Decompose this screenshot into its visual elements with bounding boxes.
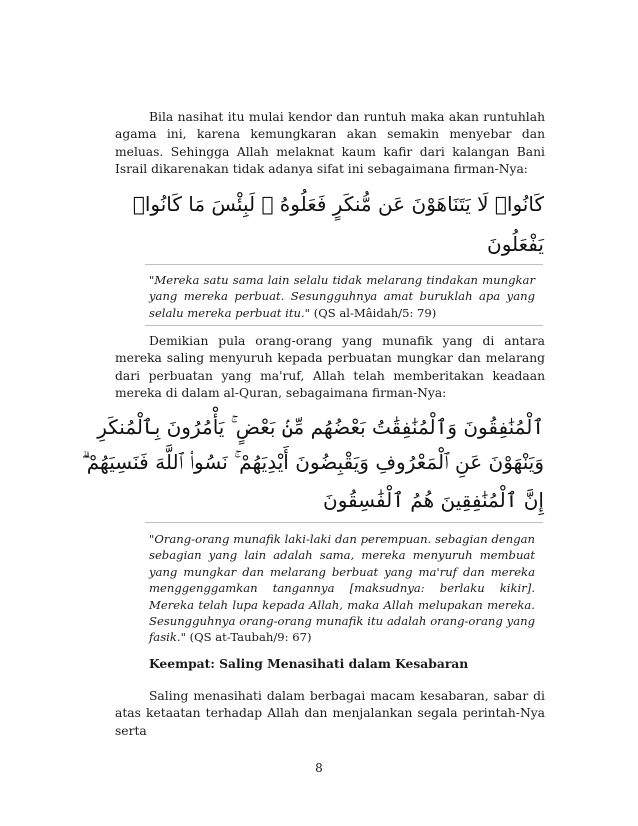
arabic-verse-taubah-line3: إِنَّ ٱلْمُنَٰفِقِينَ هُمُ ٱلْفَٰسِقُونَ bbox=[323, 488, 544, 512]
paragraph-munafik: Demikian pula orang-orang yang munafik yang di antara mereka saling menyuruh kepada perbuatan mungkar dan melarang dari perbuatan yang ma'ruf, Allah telah memberitakan keadaan mereka di dalam al-Quran, sebagaimana firman-Nya: bbox=[115, 334, 545, 400]
quote-maidah-translation: "Mereka satu sama lain selalu tidak melarang tindakan mungkar yang mereka perbuat. Sesungguhnya amat buruklah apa yang selalu mereka perbuat itu." (QS al-Mâidah/5: 79) bbox=[149, 273, 535, 320]
arabic-verse-taubah-line2: وَيَنْهَوْنَ عَنِ ٱلْمَعْرُوفِ وَيَقْبِضُونَ أَيْدِيَهُمْ ۚ نَسُوا۟ ٱللَّهَ فَنَسِيَهُمْ ۗ bbox=[81, 450, 544, 474]
divider-line bbox=[145, 325, 543, 326]
quote-reference: (QS al-Mâidah/5: 79) bbox=[313, 305, 437, 320]
divider-line bbox=[145, 522, 543, 523]
paragraph-intro: Bila nasihat itu mulai kendor dan runtuh maka akan runtuhlah agama ini, karena kemungkaran akan semakin menyebar dan meluas. Sehingga Allah melaknat kaum kafir dari kalangan Bani Israil dikarenakan tidak adanya sifat ini sebagaimana firman-Nya: bbox=[115, 110, 545, 176]
page-number: 8 bbox=[315, 761, 323, 775]
arabic-verse-maidah-line1: كَانُوا۟ لَا يَتَنَاهَوْنَ عَن مُّنكَرٍ فَعَلُوهُ ۚ لَبِئْسَ مَا كَانُوا۟ bbox=[132, 192, 544, 216]
quote-reference: (QS at-Taubah/9: 67) bbox=[189, 630, 312, 645]
arabic-verse-maidah-line2: يَفْعَلُونَ bbox=[487, 232, 544, 256]
arabic-verse-taubah-line1: ٱلْمُنَٰفِقُونَ وَٱلْمُنَٰفِقَٰتُ بَعْضُهُم مِّنۢ بَعْضٍ ۚ يَأْمُرُونَ بِٱلْمُنكَرِ bbox=[97, 415, 544, 439]
section-heading: Keempat: Saling Menasihati dalam Kesabaran bbox=[149, 656, 469, 671]
divider-line bbox=[145, 264, 543, 265]
quote-taubah-translation: "Orang-orang munafik laki-laki dan perempuan. sebagian dengan sebagian yang lain adalah sama, mereka menyuruh membuat yang mungkar dan melarang berbuat yang ma'ruf dan mereka menggenggamkan tangannya [maksudnya: berlaku kikir]. Mereka telah lupa kepada Allah, maka Allah melupakan mereka. Sesungguhnya orang-orang munafik itu adalah orang-orang yang fasik." (QS at-Taubah/9: 67) bbox=[149, 532, 535, 645]
paragraph-kesabaran: Saling menasihati dalam berbagai macam kesabaran, sabar di atas ketaatan terhadap Allah dan menjalankan segala perintah-Nya serta bbox=[115, 689, 545, 738]
